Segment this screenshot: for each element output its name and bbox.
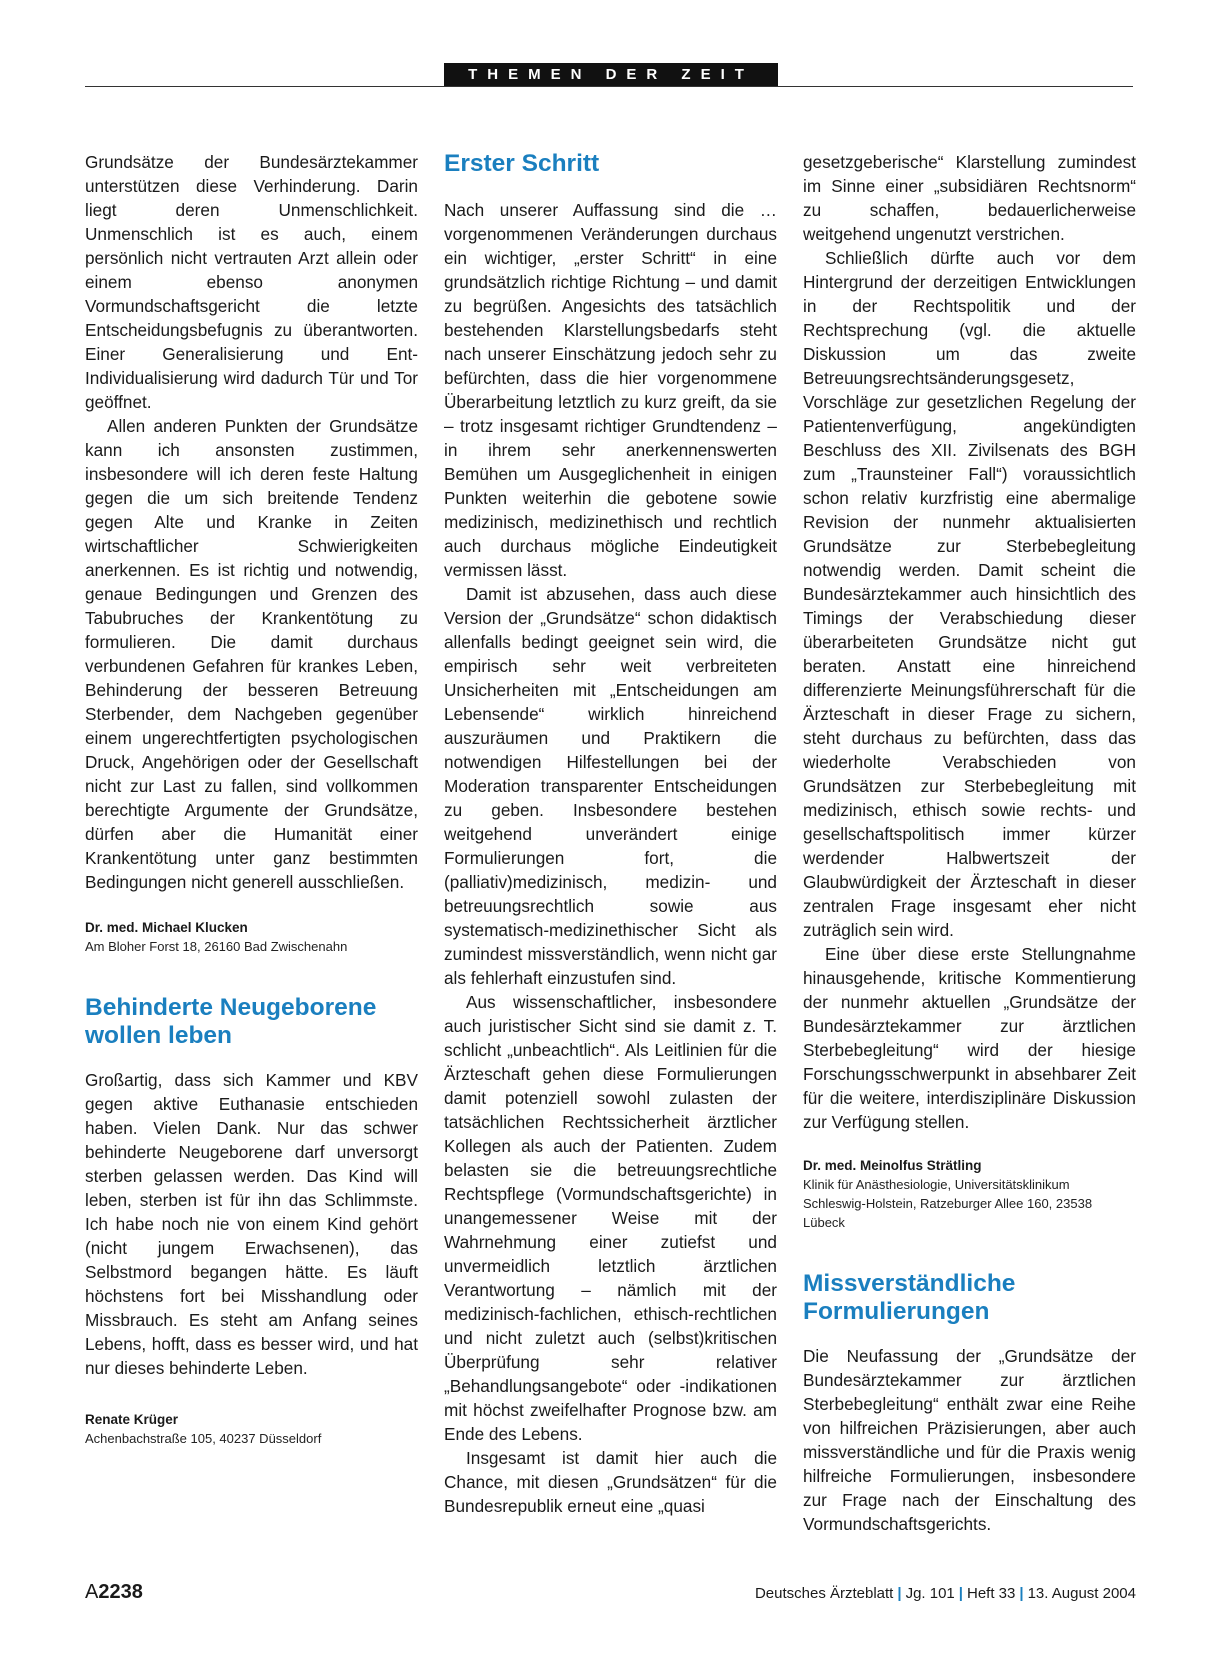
article-paragraph: Insgesamt ist damit hier auch die Chance, mit diesen „Grundsätzen“ für die Bundesrepublik erneut eine „quasi — [444, 1448, 777, 1516]
section-header: THEMEN DER ZEIT — [444, 63, 778, 86]
article-paragraph: Großartig, dass sich Kammer und KBV gegen aktive Euthanasie entschieden haben. Vielen Dank. Nur das schwer behinderte Neugeborene darf unversorgt sterben gelassen werden. Das Kind will leben, sterben ist für ihn das Schlimmste. Ich habe noch nie von einem Kind gehört (nicht jungem Erwachsenen), das Selbstmord begangen hätte. Es läuft höchstens fort bei Misshandlung oder Missbrauch. Es steht am Anfang seines Lebens, hofft, dass es besser wird, und hat nur dieses behinderte Leben. — [85, 1070, 418, 1378]
journal-name: Deutsches Ärzteblatt — [754, 1585, 894, 1602]
article-paragraph: Grundsätze der Bundesärztekammer unterstützen diese Verhinderung. Darin liegt deren Unmenschlichkeit. Unmenschlich ist es auch, einem persönlich nicht vertrauten Arzt allein oder einem ebenso anonymen Vormundschaftsgericht die letzte Entscheidungsbefugnis zu überantworten. Einer Generalisierung und Ent-Individualisierung wird dadurch Tür und Tor geöffnet. — [85, 152, 418, 412]
column-3 — [803, 150, 1136, 1536]
author-address: Schleswig-Holstein, Ratzeburger Allee 160, 23538 Lübeck — [803, 1196, 1093, 1230]
author-address: Achenbachstraße 105, 40237 Düsseldorf — [85, 1431, 322, 1446]
column-2 — [444, 150, 777, 1518]
article-paragraph: Allen anderen Punkten der Grundsätze kann ich ansonsten zustimmen, insbesondere will ich deren feste Haltung gegen die um sich breitende Tendenz gegen Alte und Kranke in Zeiten wirtschaftlicher Schwierigkeiten anerkennen. Es ist richtig und notwendig, genaue Bedingungen und Grenzen des Tabubruches der Krankentötung zu formulieren. Die damit durchaus verbundenen Gefahren für krankes Leben, Behinderung der besseren Betreuung Sterbender, dem Nachgeben gegenüber einem ungerechtfertigten psychologischen Druck, Angehörigen oder der Gesellschaft nicht zur Last zu fallen, sind vollkommen berechtigte Argumente der Grundsätze, dürfen aber die Humanität einer Krankentötung unter ganz bestimmten Bedingungen nicht generell ausschließen. — [85, 416, 418, 892]
article-paragraph: gesetzgeberische“ Klarstellung zumindest im Sinne einer „subsidiären Rechtsnorm“ zu schaffen, bedauerlicherweise weitgehend ungenutzt verstrichen. — [803, 152, 1136, 244]
footer-separator: | — [1019, 1585, 1024, 1602]
author-name: Dr. med. Michael Klucken — [85, 920, 248, 935]
article-paragraph: Schließlich dürfte auch vor dem Hintergrund der derzeitigen Entwicklungen in der Rechtspolitik und der Rechtsprechung (vgl. die aktuelle Diskussion um das zweite Betreuungsrechtsänderungsgesetz, Vorschläge zur gesetzlichen Regelung der Patientenverfügung, angekündigten Beschluss des XII. Zivilsenats des BGH zum „Traunsteiner Fall“) voraussichtlich schon relativ kurzfristig eine abermalige Revision der nunmehr aktualisierten Grundsätze zur Sterbebegleitung notwendig werden. Damit scheint die Bundesärztekammer auch hinsichtlich des Timings der Verabschiedung dieser überarbeiteten Grundsätze nicht gut beraten. Anstatt eine hinreichend differenzierte Meinungsführerschaft für die Ärzteschaft in dieser Frage zu sichern, steht durchaus zu befürchten, dass das wiederholte Verabschieden von Grundsätzen zur Sterbebegleitung mit medizinisch, ethisch sowie rechts- und gesellschaftspolitisch immer kürzer werdender Halbwertszeit der Glaubwürdigkeit der Ärzteschaft in dieser zentralen Frage insgesamt eher nicht zuträglich sein wird. — [803, 248, 1136, 940]
page-number — [85, 1581, 143, 1604]
article-paragraph: Die Neufassung der „Grundsätze der Bundesärztekammer zur ärztlichen Sterbebegleitung“ enthält zwar eine Reihe von hilfreichen Präzisierungen, aber auch missverständliche und für die Praxis wenig hilfreiche Formulierungen, insbesondere zur Frage nach der Einschaltung des Vormundschaftsgerichts. — [803, 1346, 1136, 1534]
article-heading: Missverständliche Formulierungen — [803, 1270, 1016, 1325]
footer-separator: | — [958, 1585, 963, 1602]
page-prefix: A — [85, 1581, 99, 1603]
header-rule — [85, 86, 1133, 87]
article-heading: Behinderte Neugeborene wollen leben — [85, 994, 377, 1049]
author-address: Klinik für Anästhesiologie, Universitätsklinikum — [803, 1177, 1070, 1192]
page-number-value: 2238 — [98, 1581, 143, 1603]
article-paragraph: Damit ist abzusehen, dass auch diese Version der „Grundsätze“ schon didaktisch allenfalls bedingt geeignet sein wird, die empirisch sehr weit verbreiteten Unsicherheiten mit „Entscheidungen am Lebensende“ wirklich hinreichend auszuräumen und Praktikern die notwendigen Hilfestellungen bei der Moderation transparenter Entscheidungen zu geben. Insbesondere bestehen weitgehend unverändert einige Formulierungen fort, die (palliativ)medizinisch, medizin- und betreuungsrechtlich sowie aus systematisch-medizinethischer Sicht als zumindest missverständlich, wenn nicht gar als fehlerhaft einzustufen sind. — [444, 584, 777, 988]
journal-volume: Jg. 101 — [905, 1585, 955, 1602]
article-paragraph: Aus wissenschaftlicher, insbesondere auch juristischer Sicht sind sie damit z. T. schlicht „unbeachtlich“. Als Leitlinien für die Ärzteschaft gehen diese Formulierungen damit potenziell sowohl zulasten der tatsächlichen Rechtssicherheit ärztlicher Kollegen als auch der Patienten. Zudem belasten sie die betreuungsrechtliche Rechtspflege (Vormundschaftsgerichte) in unangemessener Weise mit der Wahrnehmung einer zutiefst und unvermeidlich letztlich ärztlichen Verantwortung – nämlich mit der medizinisch-fachlichen, ethisch-rechtlichen und nicht zuletzt auch (selbst)kritischen Überprüfung sehr relativer „Behandlungsangebote“ oder -indikationen mit höchst zweifelhafter Prognose bzw. am Ende des Lebens. — [444, 992, 777, 1444]
author-name: Dr. med. Meinolfus Strätling — [803, 1158, 982, 1173]
footer-separator: | — [897, 1585, 902, 1602]
article-paragraph: Nach unserer Auffassung sind die … vorgenommenen Veränderungen durchaus ein wichtiger, „erster Schritt“ in eine grundsätzlich richtige Richtung – und damit zu begrüßen. Angesichts des tatsächlich bestehenden Klarstellungsbedarfs steht nach unserer Einschätzung jedoch sehr zu befürchten, dass die hier vorgenommene Überarbeitung letztlich zu kurz greift, da sie – trotz insgesamt richtiger Grundtendenz – in ihrem sehr anerkennenswerten Bemühen um Ausgeglichenheit in einigen Punkten weiterhin die gebotene sowie medizinisch, medizinethisch und rechtlich auch durchaus mögliche Eindeutigkeit vermissen lässt. — [444, 200, 777, 580]
journal-date: 13. August 2004 — [1027, 1585, 1136, 1602]
article-heading: Erster Schritt — [444, 150, 600, 177]
column-1 — [85, 150, 418, 1448]
article-paragraph: Eine über diese erste Stellungnahme hinausgehende, kritische Kommentierung der nunmehr aktuellen „Grundsätze der Bundesärztekammer zur ärztlichen Sterbebegleitung“ wird der hiesige Forschungsschwerpunkt in absehbarer Zeit für die weitere, interdisziplinäre Diskussion zur Verfügung stellen. — [803, 944, 1136, 1132]
journal-issue: Heft 33 — [966, 1585, 1016, 1602]
publication-info — [755, 1585, 1136, 1602]
author-address: Am Bloher Forst 18, 26160 Bad Zwischenahn — [85, 939, 348, 954]
author-name: Renate Krüger — [85, 1412, 179, 1427]
